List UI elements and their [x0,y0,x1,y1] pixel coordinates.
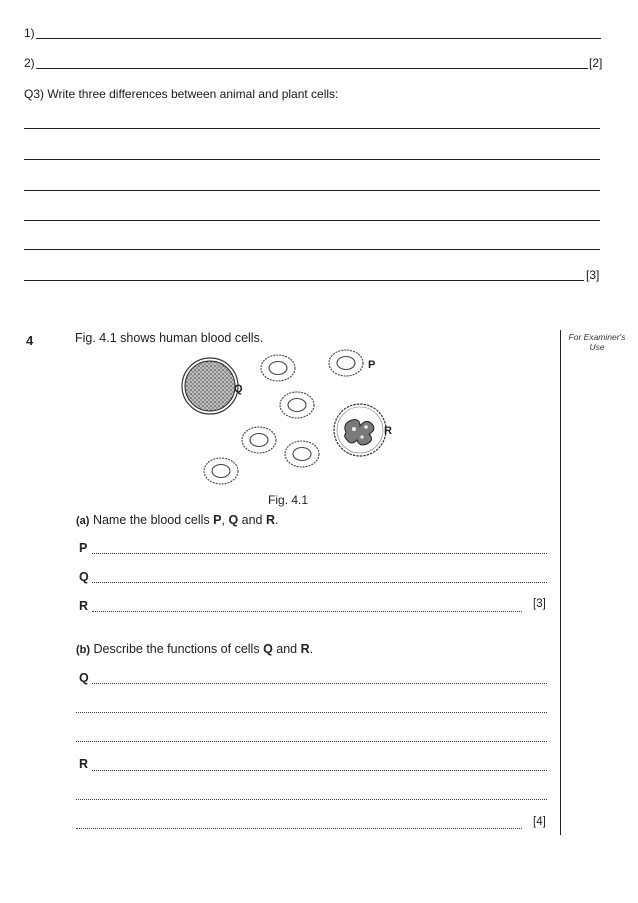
examiner-margin-rule [560,330,561,835]
answer-line-p[interactable] [92,553,547,554]
part-a-letter: (a) [76,515,90,527]
part-b-r: R [300,642,310,656]
cell-label-r: R [384,425,392,437]
answer-line-q[interactable] [92,582,547,583]
answer-label-q: Q [79,570,89,584]
q3-answer-line [24,220,600,221]
answer-label-p: P [79,541,88,555]
function-line-q[interactable] [92,683,547,684]
answer-line-r[interactable] [92,611,522,612]
cell-r-phagocyte [334,404,386,456]
part-a-p: P [213,513,222,527]
part-a-q: Q [228,513,239,527]
marks-a: [3] [533,598,546,610]
part-a-text: Name the blood cells [92,513,214,527]
question-4-number: 4 [26,333,34,348]
part-a-end: . [275,513,279,527]
part-a-comma: , [221,513,229,527]
cell-q-lymphocyte [182,358,238,414]
part-b-letter: (b) [76,644,91,656]
red-blood-cell [261,355,295,381]
answer-2-line [36,68,588,69]
q3-answer-line [24,128,600,129]
red-blood-cell [242,427,276,453]
answer-1-line [36,38,601,39]
q3-answer-line [24,159,600,160]
q3-answer-line [24,190,600,191]
red-blood-cell [204,458,238,484]
cell-label-q: Q [234,383,243,395]
question-4-intro: Fig. 4.1 shows human blood cells. [75,331,264,345]
part-a-prompt [76,513,279,527]
marks-b: [4] [533,816,546,828]
question-3-prompt: Q3) Write three differences between animal and plant cells: [24,87,339,101]
red-blood-cell [280,392,314,418]
red-blood-cell-p [329,350,363,376]
figure-caption: Fig. 4.1 [268,493,309,507]
part-b-and: and [272,642,301,656]
examiner-use-label: For Examiner's Use [568,332,626,352]
part-b-text: Describe the functions of cells [93,642,264,656]
answer-label-r: R [79,599,89,613]
function-label-q: Q [79,671,89,685]
marks-2: [2] [589,56,603,70]
answer-1-label: 1) [24,26,35,40]
cell-label-p: P [368,359,376,371]
function-line-q[interactable] [76,712,547,713]
part-b-end: . [309,642,314,656]
part-b-prompt [76,642,313,656]
q3-answer-line [24,249,600,250]
part-b-q: Q [263,642,273,656]
answer-2-label: 2) [24,56,35,70]
part-a-r: R [265,513,276,527]
red-blood-cell [285,441,319,467]
function-label-r: R [79,757,89,771]
q3-answer-line [24,280,584,281]
function-line-r[interactable] [76,799,547,800]
part-a-and: and [238,513,266,527]
function-line-r[interactable] [76,828,522,829]
function-line-r[interactable] [92,770,547,771]
blood-cells-figure [170,345,410,495]
function-line-q[interactable] [76,741,547,742]
marks-3: [3] [586,268,600,282]
